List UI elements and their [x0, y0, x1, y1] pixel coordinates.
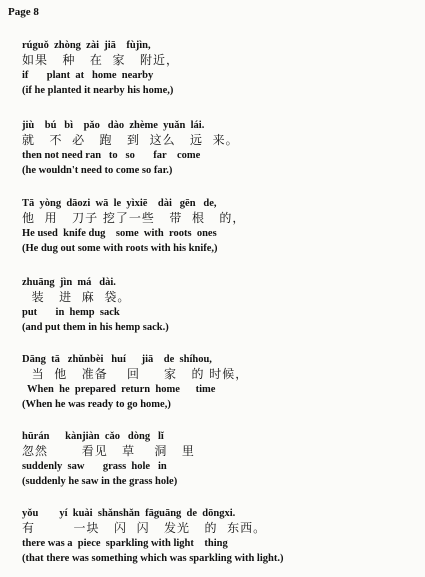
gloss-line: put in hemp sack — [22, 307, 120, 318]
pinyin-line: jiù bú bì pǎo dào zhème yuǎn lái. — [22, 120, 205, 131]
sentence-block — [22, 275, 419, 335]
gloss-line: there was a piece sparkling with light thing — [22, 538, 228, 549]
pinyin-line: zhuāng jìn má dài. — [22, 277, 116, 288]
gloss-line: if plant at home nearby — [22, 70, 154, 81]
hanzi-line: 装 进 麻 袋。 — [22, 290, 131, 304]
gloss-line: He used knife dug some with roots ones — [22, 228, 217, 239]
gloss-line: then not need ran to so far come — [22, 150, 201, 161]
translation-line: (suddenly he saw in the grass hole) — [22, 476, 178, 487]
hanzi-line: 有 一块 闪 闪 发光 的 东西。 — [22, 521, 267, 535]
translation-line: (he wouldn't need to come so far.) — [22, 165, 173, 176]
hanzi-line: 如果 种 在 家 附近， — [22, 53, 179, 67]
pinyin-line: hūrán kànjiàn cǎo dòng lǐ — [22, 431, 164, 442]
hanzi-line: 他 用 刀子 挖了一些 带 根 的， — [22, 211, 246, 225]
sentence-block — [22, 429, 419, 489]
hanzi-line: 就 不 必 跑 到 这么 远 来。 — [22, 133, 239, 147]
sentence-block — [22, 38, 419, 98]
pinyin-line: Dāng tā zhǔnbèi huí jiā de shíhou, — [22, 354, 212, 365]
gloss-line: suddenly saw grass hole in — [22, 461, 167, 472]
translation-line: (that there was something which was sparkling with light.) — [22, 553, 284, 564]
pinyin-line: yǒu yí kuài shǎnshǎn fāguāng de dōngxi. — [22, 508, 236, 519]
translation-line: (if he planted it nearby his home,) — [22, 85, 174, 96]
translation-line: (When he was ready to go home,) — [22, 399, 171, 410]
page-number: Page 8 — [8, 6, 39, 18]
pinyin-line: Tā yòng dāozi wā le yìxiē dài gēn de, — [22, 198, 217, 209]
translation-line: (He dug out some with roots with his knife,) — [22, 243, 218, 254]
sentence-block — [22, 196, 419, 256]
hanzi-line: 当 他 准备 回 家 的 时候， — [22, 367, 249, 381]
sentence-block — [22, 118, 419, 178]
sentence-block — [22, 352, 419, 412]
translation-line: (and put them in his hemp sack.) — [22, 322, 169, 333]
gloss-line: When he prepared return home time — [22, 384, 216, 395]
pinyin-line: rúguǒ zhòng zài jiā fùjìn, — [22, 40, 151, 51]
sentence-block — [22, 506, 419, 566]
hanzi-line: 忽然 看见 草 洞 里 — [22, 444, 195, 458]
